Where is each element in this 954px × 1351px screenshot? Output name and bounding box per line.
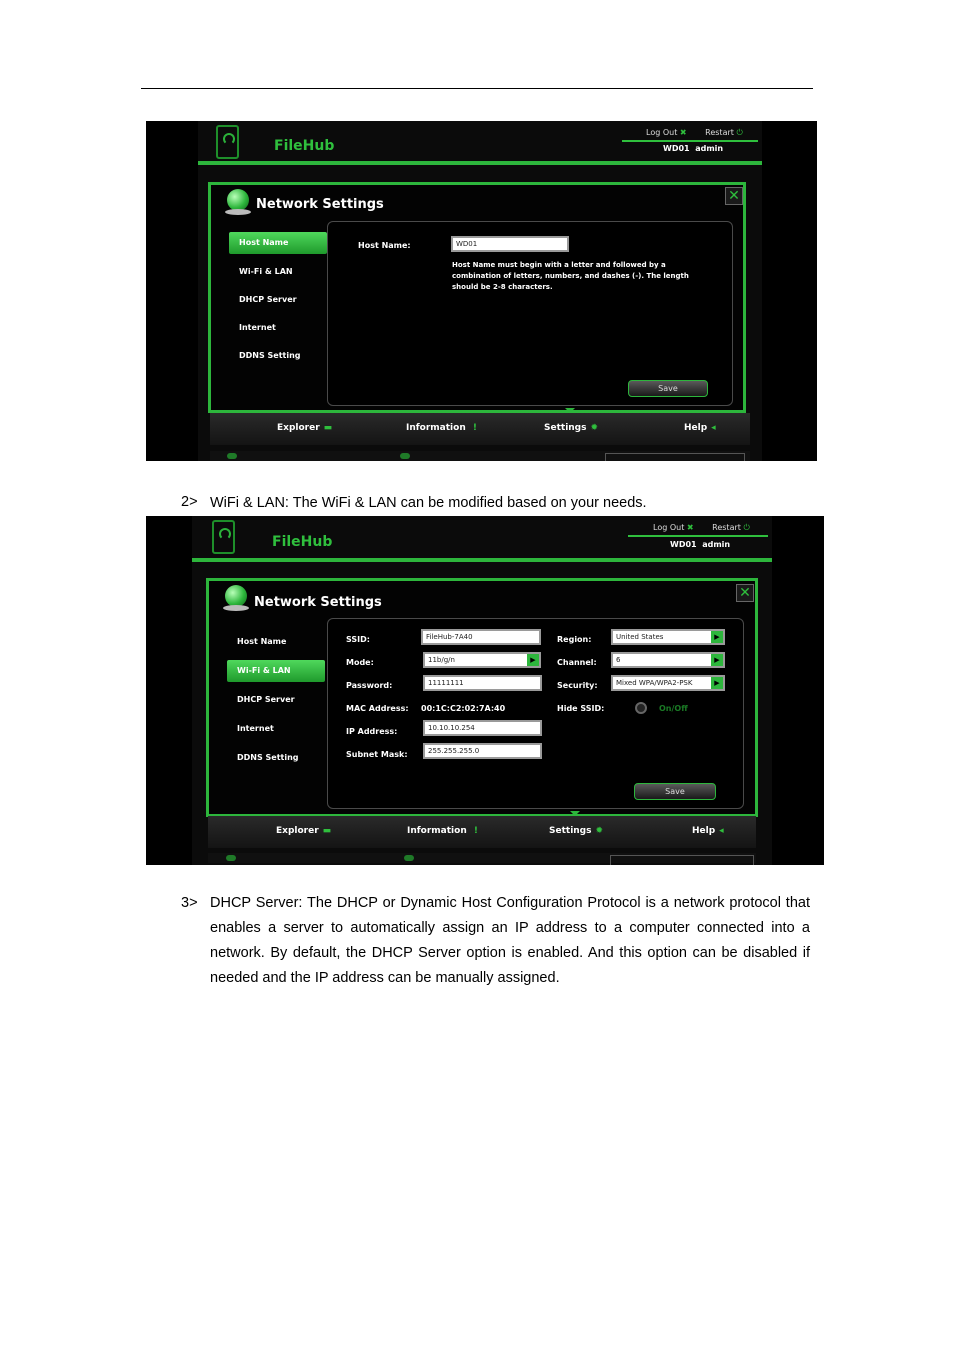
section-3-number: 3> [181, 895, 198, 911]
nav-internet[interactable]: Internet [239, 323, 276, 332]
active-marker [570, 811, 580, 816]
subnet-input[interactable]: 255.255.255.0 [423, 743, 542, 759]
ssid-input[interactable]: FileHub-7A40 [421, 629, 541, 645]
hide-ssid-onoff[interactable]: On/Off [659, 704, 688, 713]
globe-icon [225, 585, 247, 607]
hide-ssid-toggle[interactable] [635, 702, 647, 714]
bottom-help[interactable]: Help ◂ [692, 826, 724, 836]
channel-select[interactable]: 6 ▶ [611, 652, 725, 668]
arrow-left-icon: ◂ [719, 826, 724, 836]
ip-input[interactable]: 10.10.10.254 [423, 720, 542, 736]
restart-link[interactable]: Restart ⏻ [712, 523, 750, 532]
mode-select[interactable]: 11b/g/n ▶ [423, 652, 541, 668]
ssid-label: SSID: [346, 635, 370, 644]
user-info: WD01 admin [670, 540, 731, 549]
logout-link[interactable]: Log Out ✖ [646, 128, 687, 137]
channel-label: Channel: [557, 658, 597, 667]
phone-logo-icon [216, 125, 239, 159]
save-button[interactable]: Save [628, 380, 708, 397]
network-settings-dialog [208, 182, 746, 413]
header-bar [198, 161, 762, 165]
bottom-help[interactable]: Help ◂ [684, 423, 716, 433]
active-marker [565, 408, 575, 413]
play-arrow-icon: ▶ [711, 677, 723, 689]
brand-name: FileHub [274, 138, 335, 154]
bottom-nav [208, 816, 756, 848]
play-arrow-icon: ▶ [527, 654, 539, 666]
security-label: Security: [557, 681, 598, 690]
subnet-label: Subnet Mask: [346, 750, 408, 759]
nav-host-name[interactable]: Host Name [229, 232, 327, 254]
close-x-icon: ✖ [679, 128, 687, 137]
nav-ddns-setting[interactable]: DDNS Setting [237, 753, 299, 762]
exclamation-icon: ! [470, 826, 478, 836]
close-x-icon: ✖ [686, 523, 694, 532]
host-name-input[interactable]: WD01 [451, 236, 569, 252]
network-settings-dialog [206, 578, 758, 817]
bottom-explorer[interactable]: Explorer ▬ [276, 826, 332, 836]
exclamation-icon: ! [469, 423, 477, 433]
bottom-explorer[interactable]: Explorer ▬ [277, 423, 333, 433]
dialog-title: Network Settings [256, 197, 384, 212]
password-label: Password: [346, 681, 393, 690]
caption-2: WiFi & LAN: The WiFi & LAN can be modified based on your needs. [210, 495, 647, 511]
power-icon: ⏻ [736, 128, 743, 137]
bottom-information[interactable]: Information ! [406, 423, 477, 433]
top-links [646, 128, 759, 138]
host-name-label: Host Name: [358, 241, 411, 250]
screenshot-host-name [146, 121, 817, 461]
header-bar [192, 558, 772, 562]
nav-wifi-lan[interactable]: Wi-Fi & LAN [227, 660, 325, 682]
nav-internet[interactable]: Internet [237, 724, 274, 733]
gear-icon: ✹ [595, 826, 604, 836]
mac-label: MAC Address: [346, 704, 409, 713]
play-arrow-icon: ▶ [711, 654, 723, 666]
folder-icon: ▬ [322, 826, 332, 836]
app-window [198, 121, 762, 461]
status-strip [208, 853, 756, 863]
mac-value: 00:1C:C2:02:7A:40 [421, 704, 506, 713]
logout-link[interactable]: Log Out ✖ [653, 523, 694, 532]
security-select[interactable]: Mixed WPA/WPA2-PSK ▶ [611, 675, 725, 691]
phone-logo-icon [212, 520, 235, 554]
power-icon: ⏻ [743, 523, 750, 532]
nav-host-name[interactable]: Host Name [237, 637, 287, 646]
nav-dhcp-server[interactable]: DHCP Server [239, 295, 297, 304]
folder-icon: ▬ [323, 423, 333, 433]
brand-name: FileHub [272, 534, 333, 550]
bottom-settings[interactable]: Settings ✹ [544, 423, 599, 433]
play-arrow-icon: ▶ [711, 631, 723, 643]
globe-base [225, 209, 251, 215]
status-strip [210, 451, 750, 461]
globe-base [223, 605, 249, 611]
mode-label: Mode: [346, 658, 374, 667]
bottom-information[interactable]: Information ! [407, 826, 478, 836]
region-select[interactable]: United States ▶ [611, 629, 725, 645]
links-underline [628, 535, 768, 537]
host-name-note: Host Name must begin with a letter and followed by a combination of letters, numbers, and dashes (-). The length should be 2-8 characters. [452, 261, 689, 291]
arrow-left-icon: ◂ [711, 423, 716, 433]
hide-ssid-label: Hide SSID: [557, 704, 605, 713]
top-links [653, 523, 766, 533]
section-3-paragraph: DHCP Server: The DHCP or Dynamic Host Configuration Protocol is a network protocol that enables a server to automatically assign an IP address to a computer connected into a network. By default, the DHCP Server option is enabled. And this option can be disabled if needed and the IP address can be manually assigned. [210, 895, 810, 986]
nav-ddns-setting[interactable]: DDNS Setting [239, 351, 301, 360]
region-label: Region: [557, 635, 592, 644]
bottom-settings[interactable]: Settings ✹ [549, 826, 604, 836]
settings-panel [327, 221, 733, 406]
dialog-title: Network Settings [254, 595, 382, 610]
nav-dhcp-server[interactable]: DHCP Server [237, 695, 295, 704]
globe-icon [227, 189, 249, 211]
restart-link[interactable]: Restart ⏻ [705, 128, 743, 137]
nav-wifi-lan[interactable]: Wi-Fi & LAN [239, 267, 293, 276]
close-x-icon[interactable]: ✕ [725, 187, 743, 205]
save-button[interactable]: Save [634, 783, 716, 800]
close-x-icon[interactable]: ✕ [736, 584, 754, 602]
screenshot-wifi-lan [146, 516, 824, 865]
bottom-nav [210, 413, 750, 445]
settings-panel [327, 618, 744, 809]
gear-icon: ✹ [590, 423, 599, 433]
ip-label: IP Address: [346, 727, 398, 736]
links-underline [622, 140, 758, 142]
caption-2-number: 2> [181, 494, 198, 510]
password-input[interactable]: 11111111 [423, 675, 542, 691]
user-info: WD01 admin [663, 144, 724, 153]
app-window [192, 516, 772, 865]
header-rule [141, 88, 813, 89]
